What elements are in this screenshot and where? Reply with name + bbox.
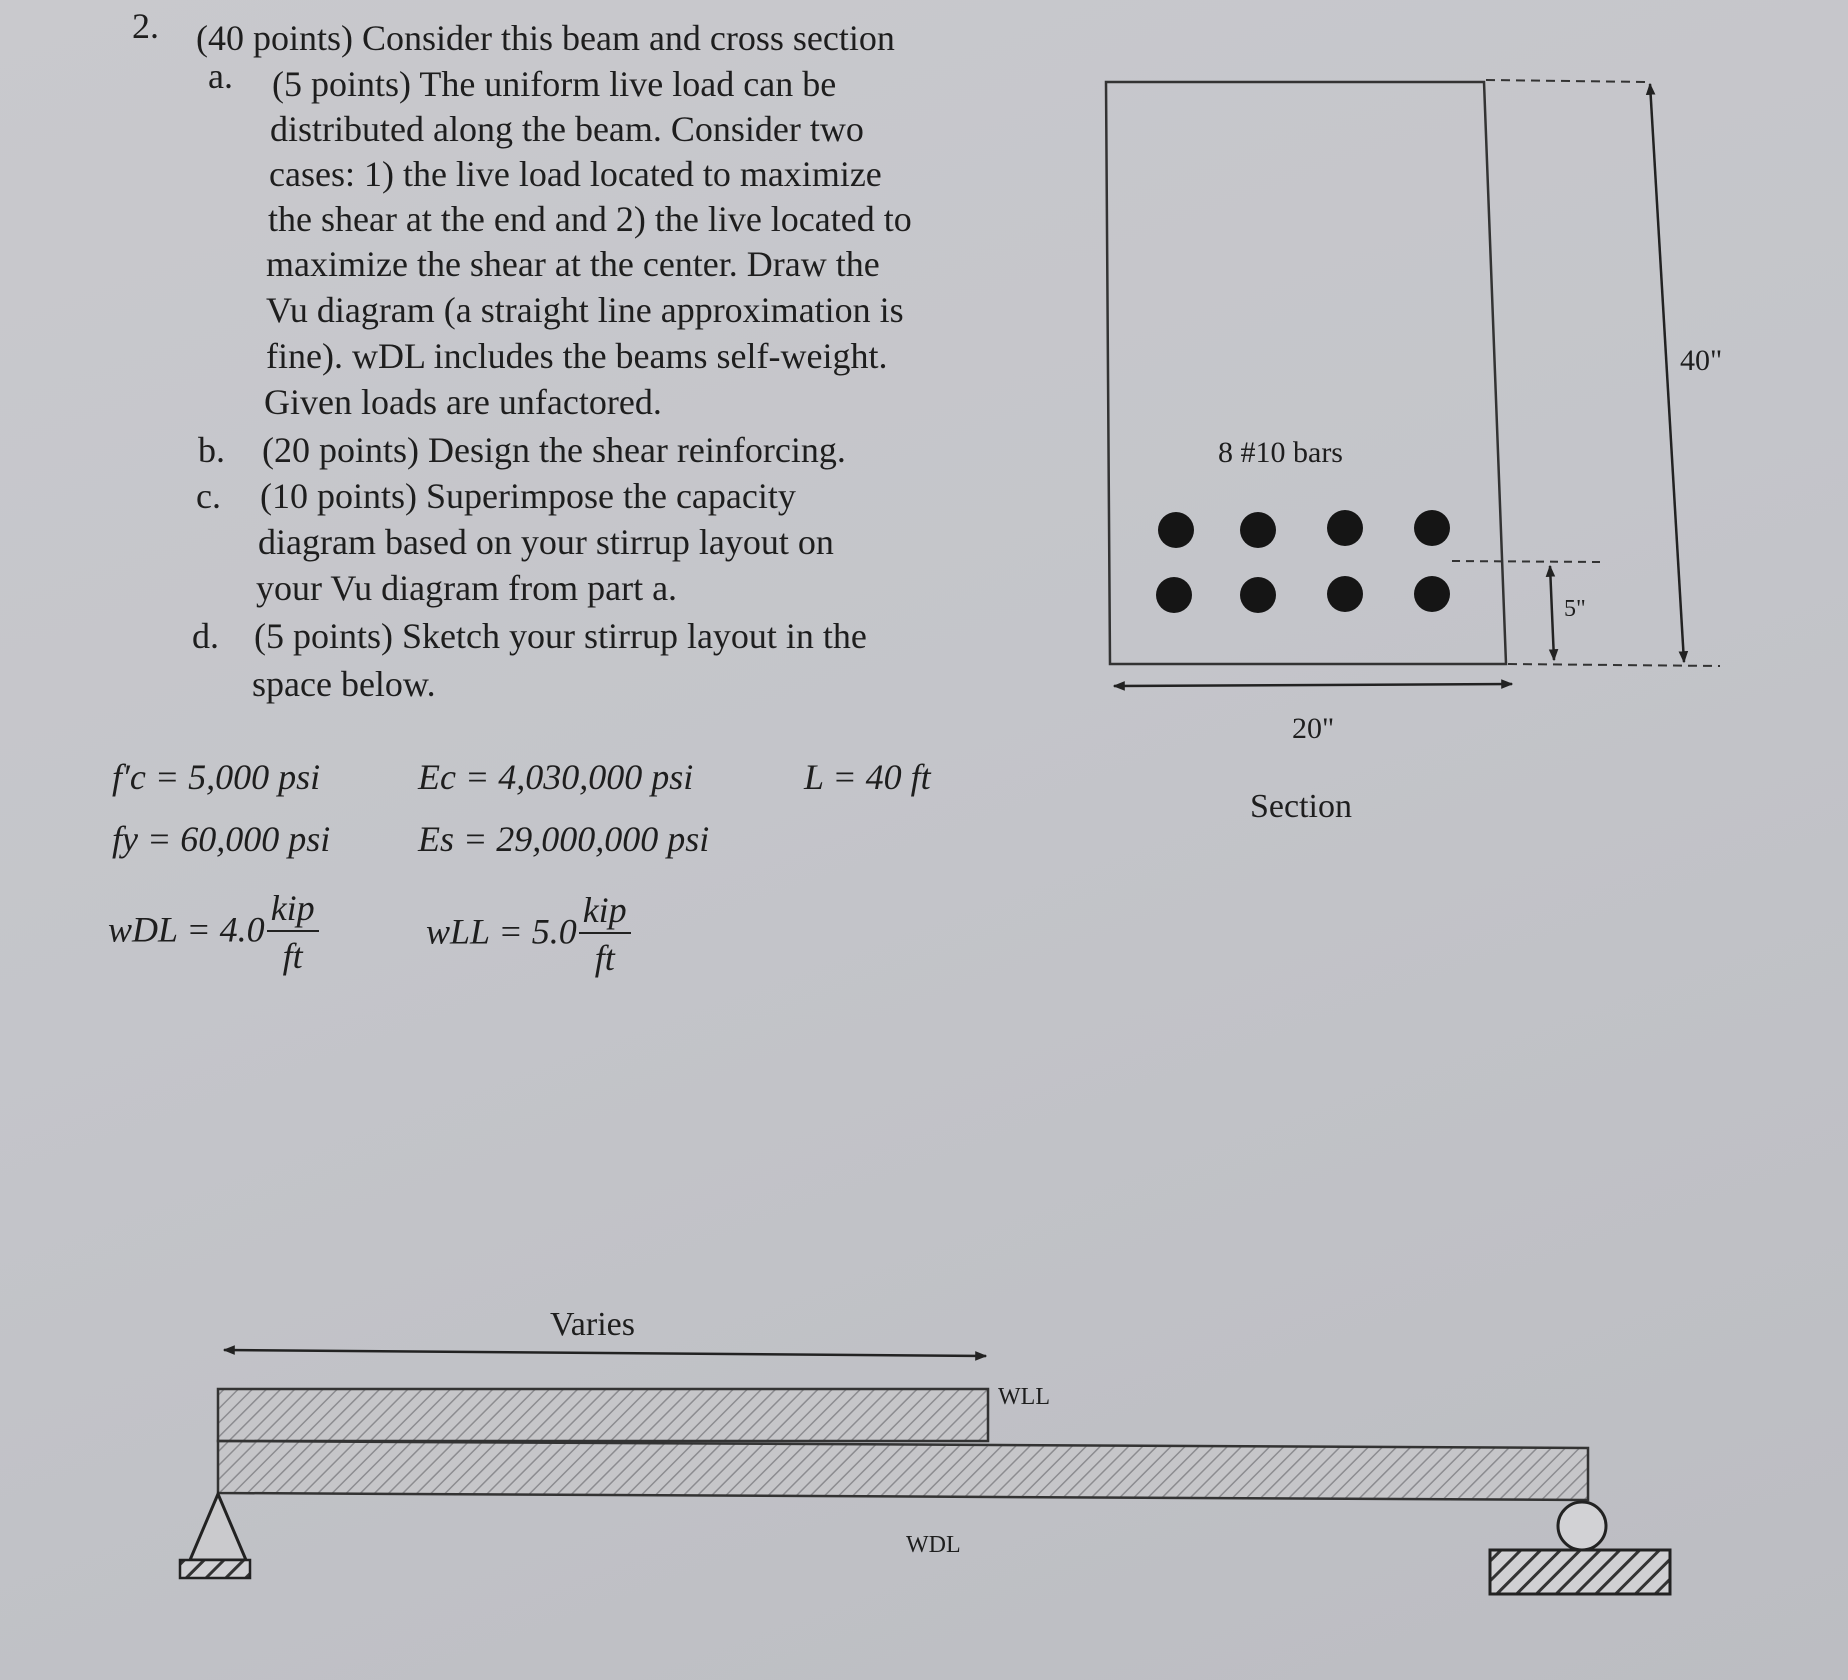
cross-section bbox=[1106, 80, 1723, 686]
part-c-line: your Vu diagram from part a. bbox=[256, 568, 678, 608]
height-extension-bottom bbox=[1508, 664, 1720, 666]
rebar bbox=[1327, 510, 1363, 546]
rebar bbox=[1156, 577, 1192, 613]
part-c-line: (10 points) Superimpose the capacity bbox=[260, 476, 796, 516]
part-d-label: d. bbox=[192, 616, 219, 656]
given-wll-lhs: wLL = 5.0 bbox=[426, 911, 577, 952]
part-a-line: Given loads are unfactored. bbox=[264, 382, 662, 422]
height-label: 40" bbox=[1680, 344, 1723, 377]
height-dimension-line bbox=[1650, 84, 1684, 662]
roller-support bbox=[1558, 1502, 1606, 1550]
dead-load-label: WDL bbox=[906, 1532, 961, 1558]
bars-label: 8 #10 bars bbox=[1218, 436, 1343, 469]
pin-support bbox=[190, 1494, 246, 1560]
part-a-line: maximize the shear at the center. Draw the bbox=[266, 244, 880, 284]
part-a-line: fine). wDL includes the beams self-weight. bbox=[266, 336, 888, 376]
span-label: Varies bbox=[550, 1306, 635, 1343]
rebar bbox=[1327, 576, 1363, 612]
part-b-label: b. bbox=[198, 430, 225, 470]
given-wll-den: ft bbox=[594, 938, 615, 978]
live-load-extent-arrow bbox=[224, 1350, 986, 1356]
given-fy: fy = 60,000 psi bbox=[112, 819, 331, 859]
live-load-block bbox=[218, 1389, 988, 1441]
height-extension-top bbox=[1486, 80, 1650, 82]
part-a-label: a. bbox=[208, 56, 233, 96]
given-fc: f′c = 5,000 psi bbox=[112, 757, 321, 797]
part-c-label: c. bbox=[196, 476, 221, 516]
given-wll-num: kip bbox=[579, 888, 631, 934]
problem-title: (40 points) Consider this beam and cross section bbox=[196, 18, 895, 58]
roller-support-ground bbox=[1490, 1550, 1670, 1594]
section-outline bbox=[1106, 82, 1506, 664]
pin-support-ground bbox=[180, 1560, 250, 1578]
rebar bbox=[1158, 512, 1194, 548]
given-wdl-num: kip bbox=[267, 886, 319, 932]
width-dimension-line bbox=[1114, 684, 1512, 686]
section-caption: Section bbox=[1250, 788, 1352, 825]
given-es: Es = 29,000,000 psi bbox=[418, 819, 710, 859]
part-a-line: the shear at the end and 2) the live located to bbox=[268, 199, 912, 239]
rebar bbox=[1414, 510, 1450, 546]
part-b-line: (20 points) Design the shear reinforcing. bbox=[262, 430, 846, 470]
given-wdl-den: ft bbox=[282, 936, 303, 976]
part-a-line: (5 points) The uniform live load can be bbox=[272, 64, 837, 104]
part-c-line: diagram based on your stirrup layout on bbox=[258, 522, 834, 562]
part-a-line: distributed along the beam. Consider two bbox=[270, 109, 864, 149]
cover-label: 5" bbox=[1564, 596, 1586, 622]
live-load-label: WLL bbox=[998, 1384, 1050, 1410]
dead-load-beam bbox=[218, 1441, 1588, 1500]
part-a-line: Vu diagram (a straight line approximation is bbox=[266, 290, 904, 330]
given-wdl-lhs: wDL = 4.0 bbox=[108, 909, 265, 950]
width-label: 20" bbox=[1292, 712, 1335, 745]
rebar bbox=[1240, 512, 1276, 548]
part-d-line: (5 points) Sketch your stirrup layout in the bbox=[254, 616, 867, 656]
problem-number: 2. bbox=[132, 6, 159, 46]
part-d-line: space below. bbox=[252, 664, 436, 704]
rebar-group bbox=[1156, 510, 1450, 613]
rebar bbox=[1414, 576, 1450, 612]
given-ec: Ec = 4,030,000 psi bbox=[418, 757, 694, 797]
rebar bbox=[1240, 577, 1276, 613]
cover-extension bbox=[1452, 561, 1600, 562]
given-length: L = 40 ft bbox=[804, 757, 931, 797]
cover-dimension-line bbox=[1550, 566, 1554, 660]
part-a-line: cases: 1) the live load located to maximize bbox=[269, 154, 882, 194]
